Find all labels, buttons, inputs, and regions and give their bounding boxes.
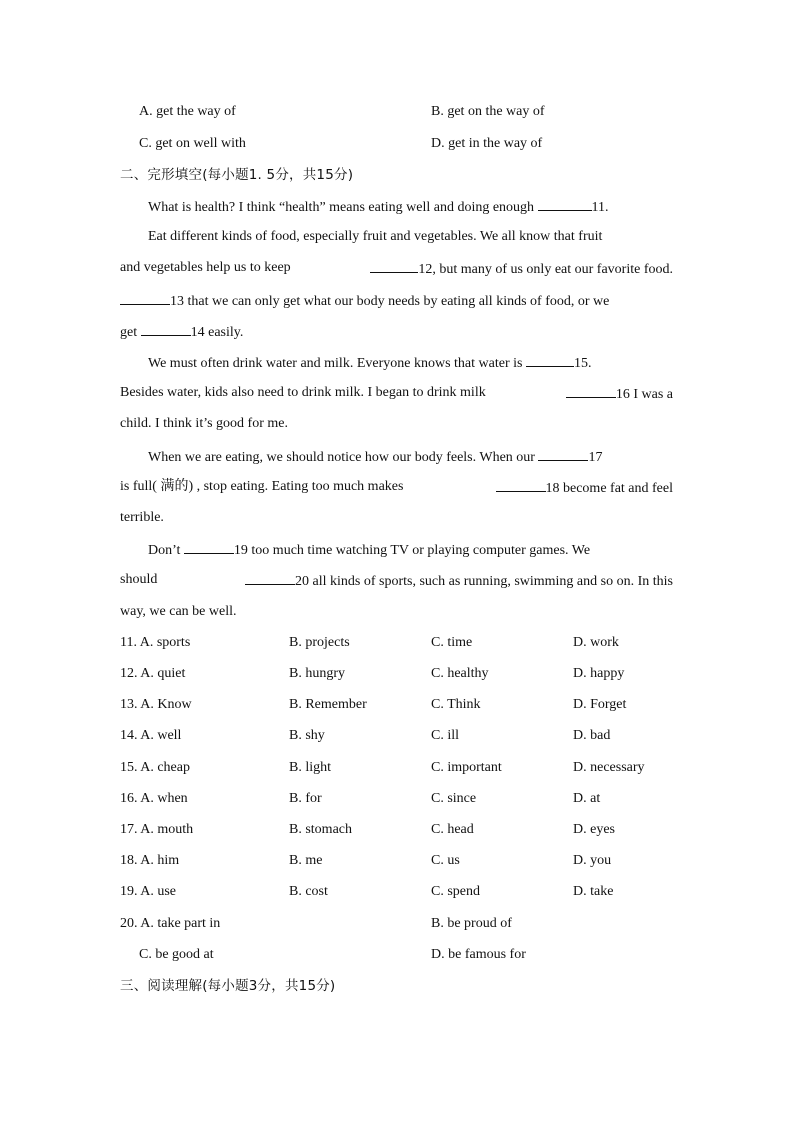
passage-line (120, 260, 673, 278)
blank-16[interactable] (566, 385, 616, 398)
question-15-d[interactable]: D. necessary (573, 760, 645, 775)
question-12-a[interactable]: 12. A. quiet (120, 666, 186, 681)
question-20-c[interactable]: C. be good at (139, 947, 214, 962)
passage-line: way, we can be well. (120, 604, 237, 619)
q10-option-d: D. get in the way of (431, 136, 543, 151)
question-14-a[interactable]: 14. A. well (120, 728, 182, 743)
passage-text: 18 become fat and feel (545, 481, 673, 496)
blank-18[interactable] (496, 479, 546, 492)
question-14-c[interactable]: C. ill (431, 728, 460, 743)
passage-text: When we are eating, we should notice how our body feels. When our (148, 450, 535, 465)
passage-text: 20 all kinds of sports, such as running, swimming and so on. In this (295, 574, 673, 589)
passage-line (148, 354, 591, 372)
question-20-b[interactable]: B. be proud of (431, 916, 512, 931)
passage-line (120, 292, 609, 310)
question-16-a[interactable]: 16. A. when (120, 791, 188, 806)
question-17-a[interactable]: 17. A. mouth (120, 822, 194, 837)
question-13-c[interactable]: C. Think (431, 697, 481, 712)
question-15-c[interactable]: C. important (431, 760, 502, 775)
passage-text: get (120, 325, 138, 340)
question-12-d[interactable]: D. happy (573, 666, 625, 681)
q10-option-c: C. get on well with (139, 136, 246, 151)
passage-line (120, 572, 673, 590)
passage-text: 14 easily. (190, 325, 244, 340)
passage-text: 11. (591, 200, 609, 215)
question-12-c[interactable]: C. healthy (431, 666, 489, 681)
question-14-d[interactable]: D. bad (573, 728, 611, 743)
question-19-d[interactable]: D. take (573, 884, 614, 899)
question-11-d[interactable]: D. work (573, 635, 619, 650)
question-19-a[interactable]: 19. A. use (120, 884, 176, 899)
question-11-c[interactable]: C. time (431, 635, 473, 650)
question-16-d[interactable]: D. at (573, 791, 601, 806)
question-13-d[interactable]: D. Forget (573, 697, 627, 712)
passage-text: and vegetables help us to keep (120, 260, 291, 275)
question-13-a[interactable]: 13. A. Know (120, 697, 192, 712)
passage-line: terrible. (120, 510, 164, 525)
question-15-b[interactable]: B. light (289, 760, 332, 775)
passage-text: 15. (573, 356, 592, 371)
question-12-b[interactable]: B. hungry (289, 666, 345, 681)
passage-text: should (120, 572, 158, 587)
passage-line: Eat different kinds of food, especially fruit and vegetables. We all know that fruit (148, 229, 603, 244)
question-13-b[interactable]: B. Remember (289, 697, 367, 712)
question-16-c[interactable]: C. since (431, 791, 477, 806)
question-20-a[interactable]: 20. A. take part in (120, 916, 221, 931)
question-17-b[interactable]: B. stomach (289, 822, 352, 837)
question-18-c[interactable]: C. us (431, 853, 460, 868)
passage-text: 12, but many of us only eat our favorite food. (418, 262, 673, 277)
passage-line (148, 448, 602, 466)
question-11-a[interactable]: 11. A. sports (120, 635, 191, 650)
section-3-heading: 三、阅读理解(每小题3分，共15分) (120, 978, 336, 994)
passage-text: Besides water, kids also need to drink milk. I began to drink milk (120, 385, 486, 400)
question-11-b[interactable]: B. projects (289, 635, 350, 650)
passage-text: 13 that we can only get what our body needs by eating all kinds of food, or we (170, 294, 610, 309)
question-14-b[interactable]: B. shy (289, 728, 325, 743)
question-15-a[interactable]: 15. A. cheap (120, 760, 190, 775)
passage-line (120, 479, 673, 497)
blank-13[interactable] (120, 292, 170, 305)
passage-text: Don’t (148, 543, 181, 558)
question-18-a[interactable]: 18. A. him (120, 853, 180, 868)
passage-line (148, 541, 590, 559)
question-18-b[interactable]: B. me (289, 853, 323, 868)
question-17-c[interactable]: C. head (431, 822, 474, 837)
question-18-d[interactable]: D. you (573, 853, 612, 868)
passage-line (120, 385, 673, 403)
passage-line (148, 198, 609, 216)
passage-text: We must often drink water and milk. Everyone knows that water is (148, 356, 523, 371)
passage-text: 19 too much time watching TV or playing computer games. We (233, 543, 591, 558)
section-2-heading: 二、完形填空(每小题1. 5分，共15分) (120, 167, 354, 183)
passage-text: is full( 满的) , stop eating. Eating too much makes (120, 479, 404, 494)
q10-option-a: A. get the way of (139, 104, 236, 119)
passage-text: 16 I was a (615, 387, 673, 402)
blank-17[interactable] (538, 448, 588, 461)
question-19-c[interactable]: C. spend (431, 884, 480, 899)
question-17-d[interactable]: D. eyes (573, 822, 615, 837)
blank-12[interactable] (370, 260, 418, 273)
passage-text: What is health? I think “health” means eating well and doing enough (148, 200, 535, 215)
question-19-b[interactable]: B. cost (289, 884, 328, 899)
blank-14[interactable] (141, 323, 191, 336)
question-16-b[interactable]: B. for (289, 791, 322, 806)
passage-line: child. I think it’s good for me. (120, 416, 288, 431)
blank-19[interactable] (184, 541, 234, 554)
blank-20[interactable] (245, 572, 295, 585)
q10-option-b: B. get on the way of (431, 104, 545, 119)
passage-line (120, 323, 243, 341)
question-20-d[interactable]: D. be famous for (431, 947, 526, 962)
blank-15[interactable] (526, 354, 574, 367)
passage-text: 17 (588, 450, 603, 465)
blank-11[interactable] (538, 198, 592, 211)
